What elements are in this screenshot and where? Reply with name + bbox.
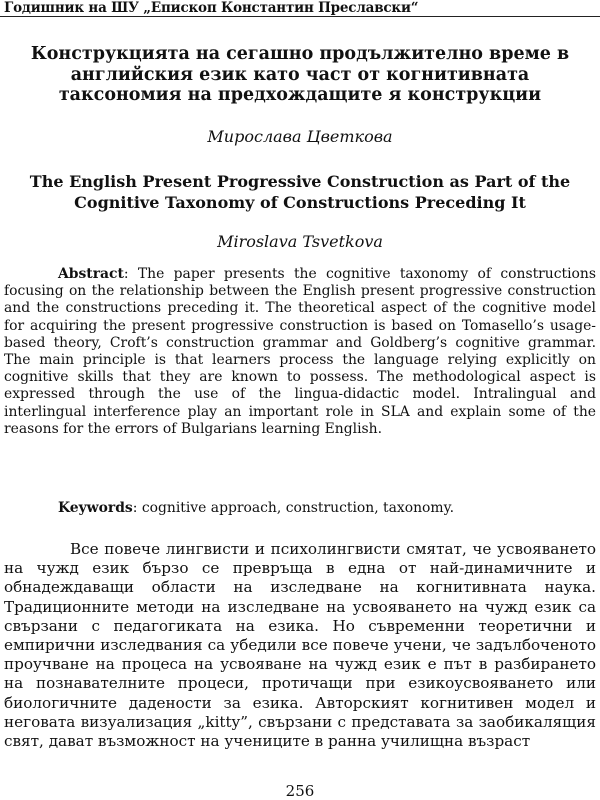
author-name-bg: Мирослава Цветкова [207,127,393,146]
abstract-separator: : [123,266,129,282]
keywords-line [58,500,454,517]
header-divider [0,16,600,17]
paper-title-bg: Конструкцията на сегашно продължително време в английския език като част от когнитивната таксономия на предхождащите я конструкции [30,44,570,105]
body-text: Все повече лингвисти и психолингвисти смятат, че усвояването на чужд език бързо се превръща в една от най-динамичните и обнадеждаващи области на изследване на когнитивната наука. Традиционните методи на изследване на усвояването на чужд език са свързани с педагогиката на езика. Но съвременни теоретични и емпирични изследвания са убедили все повече учени, че задълбоченото проучване на процеса на усвояване на чужд език е път в разбирането на познавателните процеси, протичащи при езикоусвояването или биологичните дадености за езика. Авторският когнитивен модел и неговата визуализация „kitty”, свързани с представата за заобикалящия свят, дават възможност на учениците в ранна училищна възраст [4,540,596,751]
paper-title-en: The English Present Progressive Construction as Part of the Cognitive Taxonomy of Constructions Preceding It [29,172,571,212]
abstract-label: Abstract [58,266,124,282]
abstract-paragraph [4,266,596,438]
keywords-text: : cognitive approach, construction, taxonomy. [132,500,454,516]
body-paragraph [4,540,596,751]
running-head: Годишник на ШУ „Епископ Константин Преславски“ [4,0,419,16]
author-name-en: Miroslava Tsvetkova [217,232,383,251]
page-number: 256 [285,782,315,800]
abstract-text: The paper presents the cognitive taxonomy of constructions focusing on the relationship between the English present progressive construction and the constructions preceding it. The theoretical aspect of the cognitive model for acquiring the present progressive construction is based on Tomasello’s usage-based theory, Croft’s construction grammar and Goldberg’s cognitive grammar. The main principle is that learners process the language relying explicitly on cognitive skills that they are known to possess. The methodological aspect is expressed through the use of the lingua-didactic model. Intralingual and interlingual interference play an important role in SLA and explain some of the reasons for the errors of Bulgarians learning English. [4,266,596,437]
keywords-label: Keywords [58,500,133,516]
